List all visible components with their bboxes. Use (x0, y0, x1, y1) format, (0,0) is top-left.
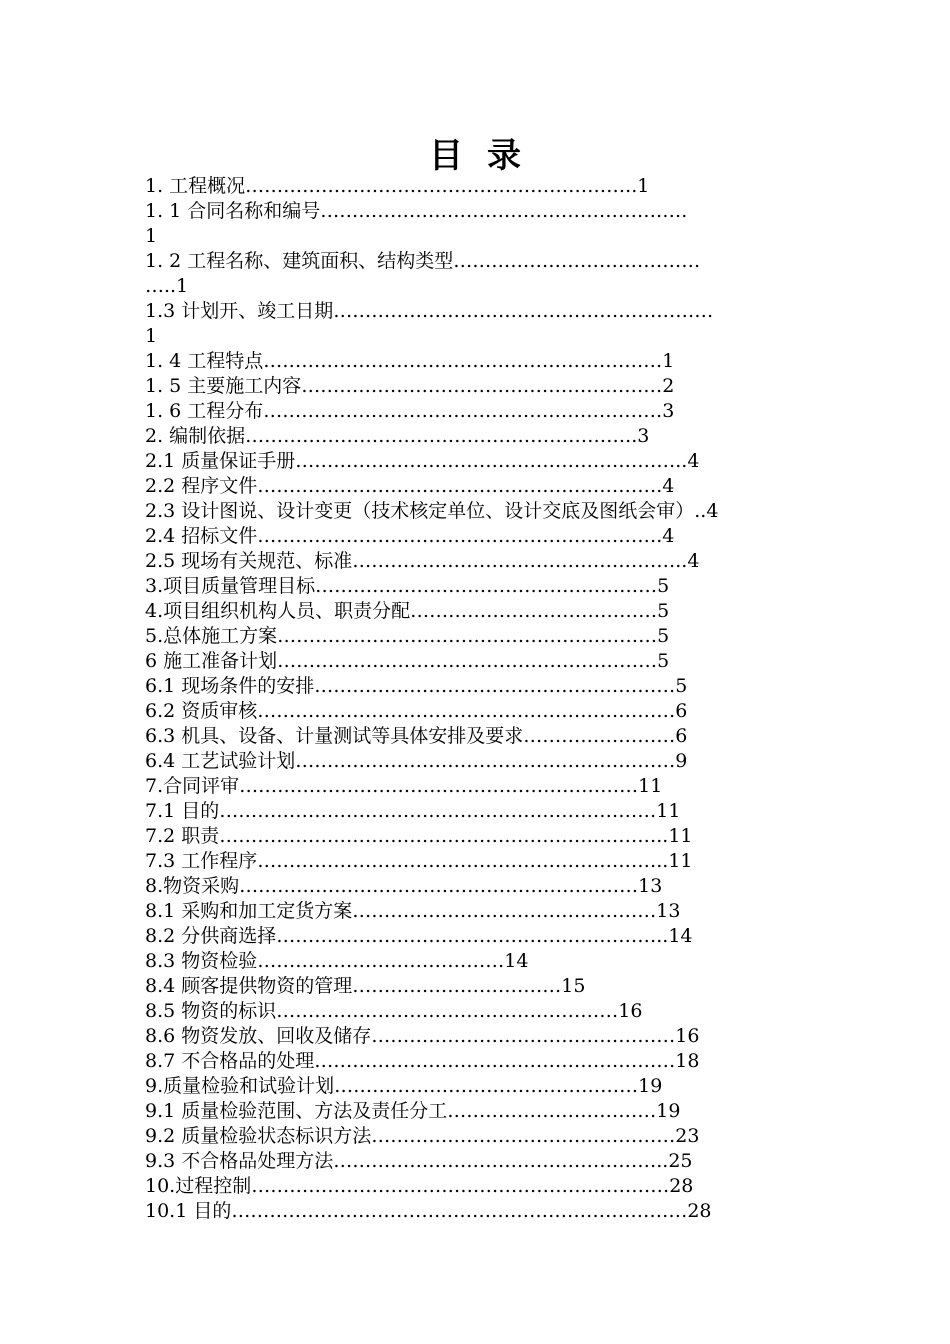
toc-entry[interactable]: 9.2 质量检验状态标识方法…………………………………………23 (145, 1125, 700, 1147)
toc-entry[interactable]: 8.6 物资发放、回收及储存…………………………………………16 (145, 1025, 700, 1047)
toc-entry[interactable]: 2.1 质量保证手册……………………………………………………..4 (145, 450, 700, 472)
toc-entry[interactable]: 1 (145, 225, 158, 247)
toc-entry[interactable]: 8.7 不合格品的处理…………………………………………………18 (145, 1050, 700, 1072)
toc-entry[interactable]: 2. 编制依据……………………………………………………..3 (145, 425, 650, 447)
toc-entry[interactable]: 2.2 程序文件……………………………………………………….4 (145, 475, 675, 497)
toc-entry[interactable]: 7.合同评审………………………………………………………11 (145, 775, 663, 797)
toc-entry[interactable]: 6.2 资质审核…………………………………………………………6 (145, 700, 688, 722)
toc-entry[interactable]: 6 施工准备计划……………………………………………………5 (145, 650, 670, 672)
toc-entry[interactable]: …..1 (145, 275, 189, 297)
toc-entry[interactable]: 1. 4 工程特点………………………………………………………1 (145, 350, 675, 372)
toc-entry[interactable]: 2.3 设计图说、设计变更（技术核定单位、设计交底及图纸会审）..4 (145, 500, 719, 522)
toc-entry[interactable]: 9.1 质量检验范围、方法及责任分工……………………………19 (145, 1100, 681, 1122)
toc-entry[interactable]: 8.4 顾客提供物资的管理……………………………15 (145, 975, 586, 997)
toc-entry[interactable]: 7.1 目的……………………………………………………………11 (145, 800, 681, 822)
toc-entry[interactable]: 1. 5 主要施工内容…………………………………………………2 (145, 375, 675, 397)
toc-entry[interactable]: 1. 1 合同名称和编号…………………………………………………. (145, 200, 688, 222)
toc-entry[interactable]: 1 (145, 325, 158, 347)
toc-entry[interactable]: 7.2 职责……………………………………………………………..11 (145, 825, 693, 847)
toc-entry[interactable]: 10.1 目的………………………………………………………………28 (145, 1200, 712, 1222)
toc-entry[interactable]: 9.质量检验和试验计划…………………………………………19 (145, 1075, 663, 1097)
toc-entry[interactable]: 8.2 分供商选择……………………………………………………..14 (145, 925, 693, 947)
toc-entry[interactable]: 2.4 招标文件……………………………………………………….4 (145, 525, 675, 547)
toc-entry[interactable]: 10.过程控制…………………………………………………………28 (145, 1175, 694, 1197)
toc-entry[interactable]: 7.3 工作程序………………………………………………………..11 (145, 850, 693, 872)
toc-entry[interactable]: 5.总体施工方案……………………………………………………5 (145, 625, 670, 647)
toc-entry[interactable]: 8.物资采购………………………………………………………13 (145, 875, 663, 897)
toc-entry[interactable]: 6.3 机具、设备、计量测试等具体安排及要求……………………6 (145, 725, 688, 747)
toc-entry[interactable]: 1.3 计划开、竣工日期…………………………………………………… (145, 300, 714, 322)
toc-entry[interactable]: 1. 6 工程分布………………………………………………………3 (145, 400, 675, 422)
toc-entry[interactable]: 8.1 采购和加工定货方案…………………………………………13 (145, 900, 681, 922)
toc-entry[interactable]: 3.项目质量管理目标………………………………………………5 (145, 575, 670, 597)
page-title: 目录 (429, 136, 545, 176)
toc-entry[interactable]: 2.5 现场有关规范、标准……………………………………………..4 (145, 550, 700, 572)
toc-entry[interactable]: 4.项目组织机构人员、职责分配…………………………………5 (145, 600, 670, 622)
table-of-contents (145, 174, 817, 1224)
toc-entry[interactable]: 6.1 现场条件的安排…………………………………………………5 (145, 675, 688, 697)
toc-entry[interactable]: 6.4 工艺试验计划……………………………………………………9 (145, 750, 688, 772)
toc-entry[interactable]: 1. 2 工程名称、建筑面积、结构类型………………………………… (145, 250, 701, 272)
toc-entry[interactable]: 1. 工程概况……………………………………………………..1 (145, 175, 650, 197)
toc-entry[interactable]: 8.5 物资的标识………………………………………………16 (145, 1000, 643, 1022)
toc-entry[interactable]: 8.3 物资检验…………………………………14 (145, 950, 529, 972)
toc-entry[interactable]: 9.3 不合格品处理方法……………………………………………..25 (145, 1150, 693, 1172)
